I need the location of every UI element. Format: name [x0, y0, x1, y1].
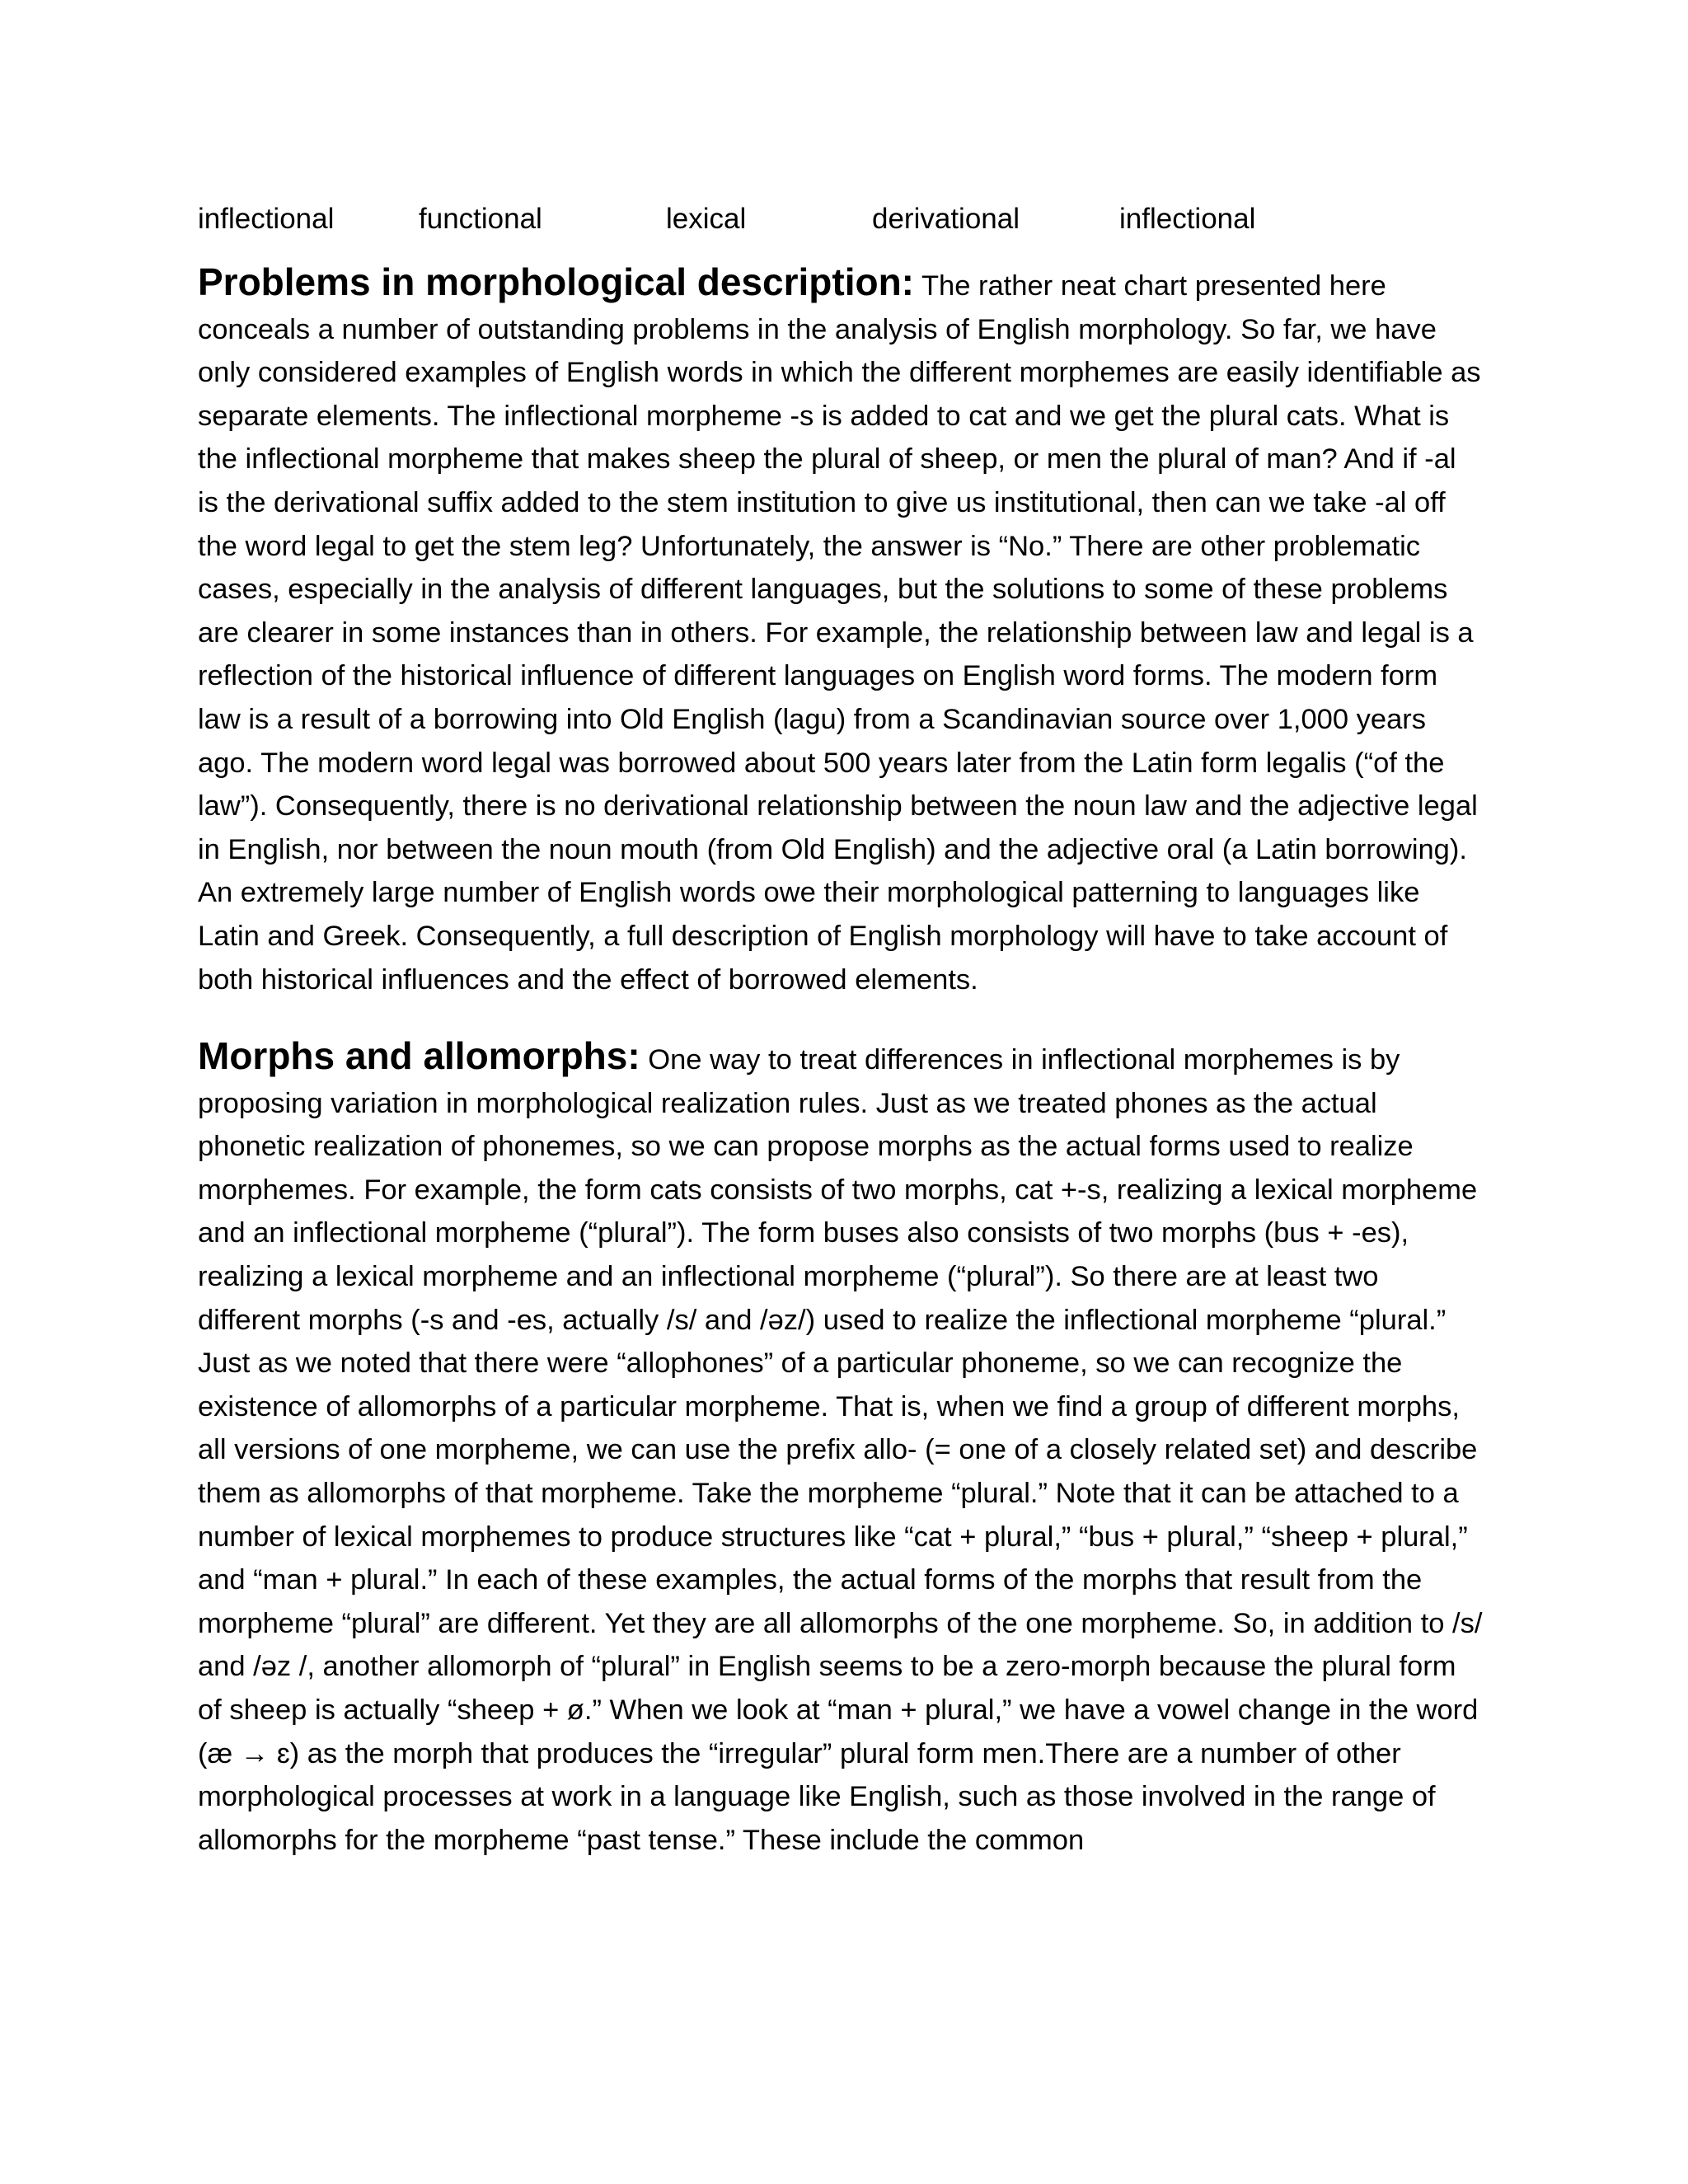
section-heading: Problems in morphological description: [198, 260, 914, 303]
term-label: functional [419, 203, 542, 235]
section-heading: Morphs and allomorphs: [198, 1034, 640, 1078]
term-label: lexical [666, 203, 747, 235]
term-label: inflectional [198, 203, 335, 235]
section-body: One way to treat differences in inflectional morphemes is by proposing variation in morphological realization rules. Just as we treated phones as the actual phonetic realization of phonemes, so we can propose morphs as the actual forms used to realize morphemes. For example, the form cats consists of two morphs, cat +-s, realizing a lexical morpheme and an inflectional morpheme (“plural”). The form buses also consists of two morphs (bus + -es), realizing a lexical morpheme and an inflectional morpheme (“plural”). So there are at least two different morphs (-s and -es, actually /s/ and /əz/) used to realize the inflectional morpheme “plural.” Just as we noted that there were “allophones” of a particular phoneme, so we can recognize the existence of allomorphs of a particular morpheme. That is, when we find a group of different morphs, all versions of one morpheme, we can use the prefix allo- (= one of a closely related set) and describe them as allomorphs of that morpheme. Take the morpheme “plural.” Note that it can be attached to a number of lexical morphemes to produce structures like “cat + plural,” “bus + plural,” “sheep + plural,” and “man + plural.” In each of these examples, the actual forms of the morphs that result from the morpheme “plural” are different. Yet they are all allomorphs of the one morpheme. So, in addition to /s/ and /əz /, another allomorph of “plural” in English seems to be a zero-morph because the plural form of sheep is actually “sheep + ø.” When we look at “man + plural,” we have a vowel change in the word (æ → ɛ) as the morph that produces the “irregular” plural form men.There are a number of other morphological processes at work in a language like English, such as those involved in the range of allomorphs for the morpheme “past tense.” These include the common [198, 1044, 1483, 1856]
section-morphs-and-allomorphs [198, 1034, 1484, 1862]
term-label: inflectional [1119, 203, 1256, 235]
section-body: The rather neat chart presented here conceals a number of outstanding problems in the analysis of English morphology. So far, we have only considered examples of English words in which the different morphemes are easily identifiable as separate elements. The inflectional morpheme -s is added to cat and we get the plural cats. What is the inflectional morpheme that makes sheep the plural of sheep, or men the plural of man? And if -al is the derivational suffix added to the stem institution to give us institutional, then can we take -al off the word legal to get the stem leg? Unfortunately, the answer is “No.” There are other problematic cases, especially in the analysis of different languages, but the solutions to some of these problems are clearer in some instances than in others. For example, the relationship between law and legal is a reflection of the historical influence of different languages on English word forms. The modern form law is a result of a borrowing into Old English (lagu) from a Scandinavian source over 1,000 years ago. The modern word legal was borrowed about 500 years later from the Latin form legalis (“of the law”). Consequently, there is no derivational relationship between the noun law and the adjective legal in English, nor between the noun mouth (from Old English) and the adjective oral (a Latin borrowing). An extremely large number of English words owe their morphological patterning to languages like Latin and Greek. Consequently, a full description of English morphology will have to take account of both historical influences and the effect of borrowed elements. [198, 270, 1481, 996]
morpheme-type-row [198, 194, 1484, 244]
section-problems-in-morphological-description [198, 260, 1484, 1001]
term-label: derivational [872, 203, 1020, 235]
page-content [198, 194, 1484, 1862]
